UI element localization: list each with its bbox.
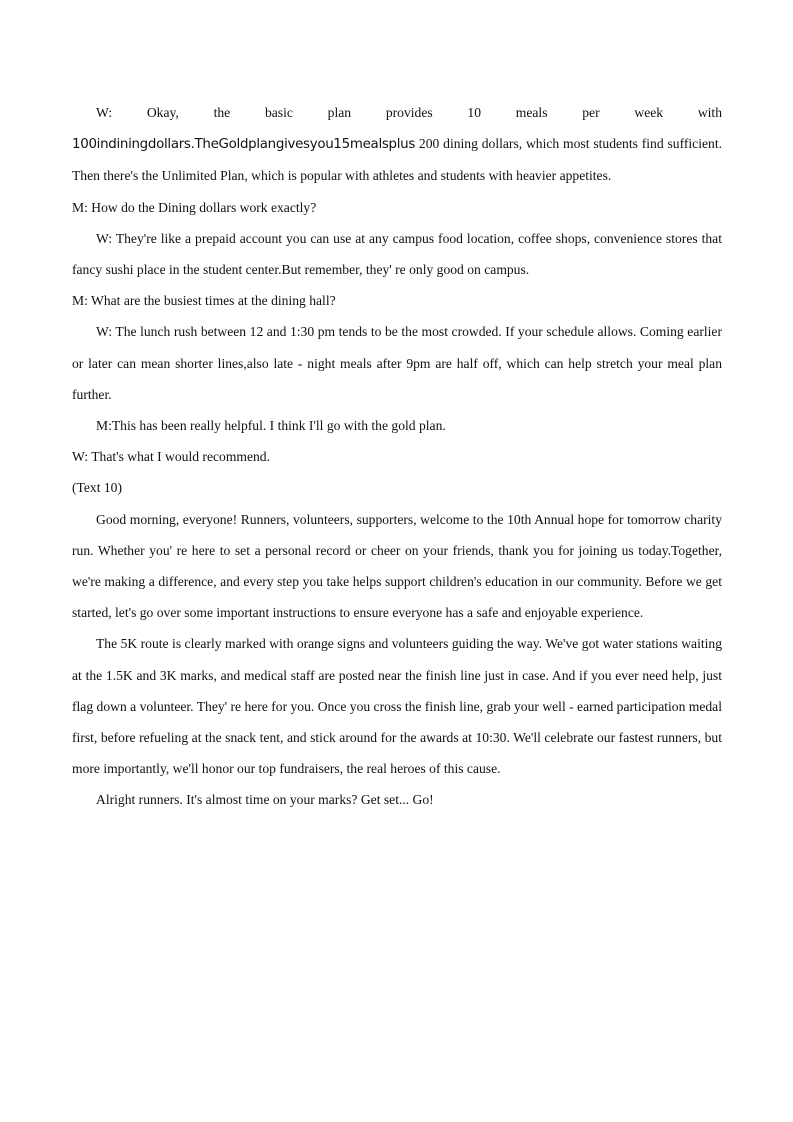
dialogue-text-part-1: W: Okay, the basic plan provides 10 meals per week with [96,105,722,120]
dialogue-paragraph-m-gold-plan: M:This has been really helpful. I think I'll go with the gold plan. [96,418,446,434]
dialogue-paragraph-w-prepaid-account: W: They're like a prepaid account you can use at any campus food location, coffee shops, convenience stores that fancy sushi place in the student center.But remember, they' re only good on campus. [72,230,722,278]
section-heading-text-10: (Text 10) [72,480,123,496]
dialogue-paragraph-w-recommend: W: That's what I would recommend. [72,449,270,465]
dialogue-text-part-2: 100indiningdollars.TheGoldplangivesyou15mealsplus [72,137,416,153]
document-page [72,97,722,816]
dialogue-paragraph-w-basic-plan [72,97,722,192]
dialogue-paragraph-m-busiest-times: M: What are the busiest times at the dining hall? [72,293,336,309]
speech-paragraph-start: Alright runners. It's almost time on your marks? Get set... Go! [96,792,434,808]
dialogue-paragraph-w-lunch-rush: W: The lunch rush between 12 and 1:30 pm tends to be the most crowded. If your schedule allows. Coming earlier or later can mean shorter lines,also late - night meals after 9pm are half off, which can help stretch your meal plan further. [72,324,722,402]
speech-paragraph-route-details: The 5K route is clearly marked with orange signs and volunteers guiding the way. We've got water stations waiting at the 1.5K and 3K marks, and medical staff are posted near the finish line just in case. And if you ever need help, just flag down a volunteer. They' re here for you. Once you cross the finish line, grab your well - earned participation medal first, before refueling at the snack tent, and stick around for the awards at 10:30. We'll celebrate our fastest runners, but more importantly, we'll honor our top fundraisers, the real heroes of this cause. [72,636,722,777]
dialogue-paragraph-m-dining-dollars: M: How do the Dining dollars work exactly? [72,199,317,215]
dialogue-text-part-3: 200 dining dollars, which most students find sufficient. Then there's the Unlimited Plan, which is popular with athletes and students with heavier appetites. [72,136,722,184]
speech-paragraph-welcome: Good morning, everyone! Runners, volunteers, supporters, welcome to the 10th Annual hope for tomorrow charity run. Whether you' re here to set a personal record or cheer on your friends, thank you for joining us today.Together, we're making a difference, and every step you take helps support children's education in our community. Before we get started, let's go over some important instructions to ensure everyone has a safe and enjoyable experience. [72,511,722,621]
